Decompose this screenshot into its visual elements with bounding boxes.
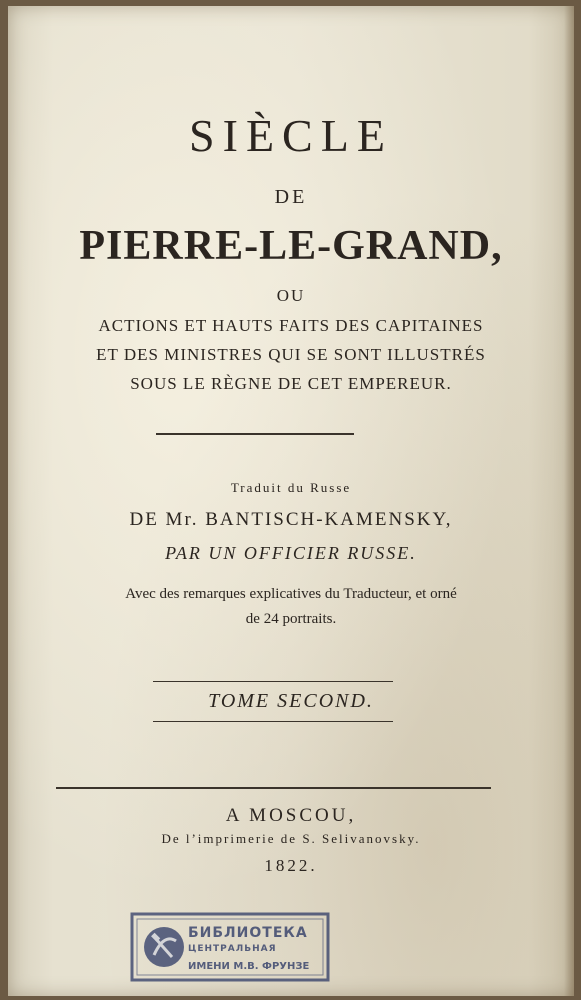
hammer-sickle-icon <box>144 927 184 967</box>
title-ou: OU <box>276 286 306 305</box>
translation-note: Traduit du Russe <box>230 480 352 495</box>
library-stamp <box>130 911 330 983</box>
imprint-year: 1822. <box>264 856 318 875</box>
author-line: DE Mr. BANTISCH-KAMENSKY, <box>129 509 453 530</box>
imprint-place: A MOSCOU, <box>225 805 357 826</box>
volume-rule-top <box>153 681 393 682</box>
remarks-line-1: Avec des remarques explicatives du Traducteur, et orné <box>125 586 457 602</box>
stamp-line-1: БИБЛИОТЕКА <box>188 925 308 941</box>
volume-rule-bottom <box>153 721 393 722</box>
title-name: PIERRE-LE-GRAND, <box>79 223 503 269</box>
stamp-line-2: ЦЕНТРАЛЬНАЯ <box>188 944 277 954</box>
subtitle-line-2: ET DES MINISTRES QUI SE SONT ILLUSTRÉS <box>96 345 486 364</box>
translator-line: PAR UN OFFICIER RUSSE. <box>165 543 417 563</box>
title-page <box>8 6 574 996</box>
title-main: SIÈCLE <box>189 110 393 161</box>
divider-rule <box>156 433 354 435</box>
remarks-line-2: de 24 portraits. <box>245 611 337 627</box>
subtitle-line-3: SOUS LE RÈGNE DE CET EMPEREUR. <box>130 374 452 393</box>
imprint-printer: De l’imprimerie de S. Selivanovsky. <box>161 831 421 846</box>
imprint-rule <box>56 787 491 789</box>
subtitle-line-1: ACTIONS ET HAUTS FAITS DES CAPITAINES <box>98 316 484 335</box>
stamp-line-3: ИМЕНИ М.В. ФРУНЗЕ <box>188 961 310 972</box>
volume-label: TOME SECOND. <box>208 690 374 712</box>
title-de: DE <box>274 186 308 208</box>
